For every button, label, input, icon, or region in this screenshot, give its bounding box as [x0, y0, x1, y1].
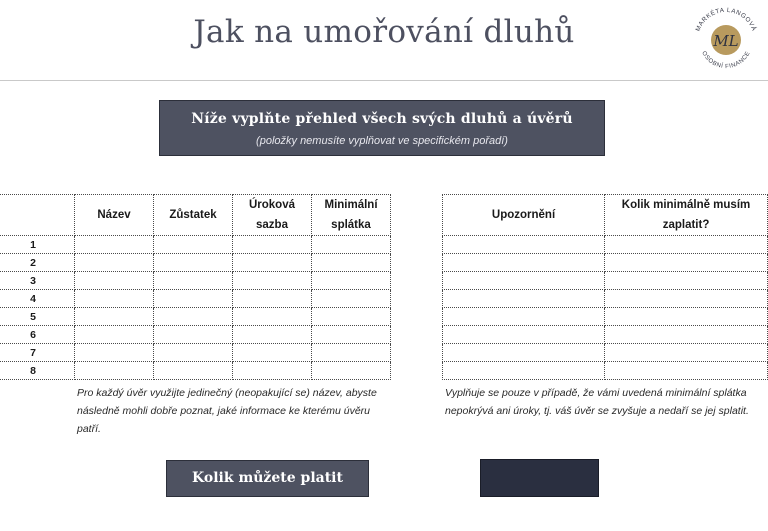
name-cell[interactable] [75, 236, 154, 254]
balance-cell[interactable] [154, 308, 233, 326]
table-row [0, 254, 391, 272]
alerts-note: Vyplňuje se pouze v případě, že vámi uvedená minimální splátka nepokrývá ani úroky, tj. váš úvěr se zvyšuje a nedaří se jej splatit. [445, 387, 749, 417]
balance-cell[interactable] [154, 362, 233, 380]
logo-name: MARKÉTA LANGOVÁ [694, 6, 758, 33]
balance-cell[interactable] [154, 272, 233, 290]
table-row [443, 290, 768, 308]
table-row [0, 344, 391, 362]
table-row [0, 272, 391, 290]
name-cell[interactable] [75, 272, 154, 290]
instruction-box [159, 100, 605, 156]
rate-cell[interactable] [233, 362, 312, 380]
col-min-payment: Minimální splátka [312, 195, 391, 236]
rate-cell[interactable] [233, 290, 312, 308]
row-number: 2 [0, 254, 75, 272]
alerts-header-row [443, 195, 768, 236]
warning-cell[interactable] [443, 254, 605, 272]
logo-monogram: ML [713, 32, 739, 50]
row-number: 8 [0, 362, 75, 380]
balance-cell[interactable] [154, 326, 233, 344]
warning-cell[interactable] [443, 236, 605, 254]
min-required-cell[interactable] [605, 326, 768, 344]
min-payment-cell[interactable] [312, 254, 391, 272]
warning-cell[interactable] [443, 290, 605, 308]
row-number: 4 [0, 290, 75, 308]
table-row [443, 308, 768, 326]
extra-payment-label: Kolik můžete platit navíc? [166, 460, 369, 497]
name-cell[interactable] [75, 290, 154, 308]
rate-cell[interactable] [233, 272, 312, 290]
table-row [443, 326, 768, 344]
row-number-header [0, 195, 75, 236]
name-cell[interactable] [75, 362, 154, 380]
min-payment-cell[interactable] [312, 308, 391, 326]
warning-cell[interactable] [443, 308, 605, 326]
min-payment-cell[interactable] [312, 362, 391, 380]
name-cell[interactable] [75, 326, 154, 344]
table-row [443, 344, 768, 362]
instruction-subtitle: (položky nemusíte vyplňovat ve specifickém pořadí) [256, 135, 508, 147]
min-required-cell[interactable] [605, 272, 768, 290]
debts-note: Pro každý úvěr využijte jedinečný (neopakující se) název, abyste následně mohli dobře poznat, jaké informace ke kterému úvěru patří. [77, 387, 377, 435]
min-payment-cell[interactable] [312, 290, 391, 308]
col-warning: Upozornění [443, 195, 605, 236]
min-payment-cell[interactable] [312, 236, 391, 254]
row-number: 1 [0, 236, 75, 254]
name-cell[interactable] [75, 254, 154, 272]
rate-cell[interactable] [233, 326, 312, 344]
min-payment-cell[interactable] [312, 272, 391, 290]
rate-cell[interactable] [233, 254, 312, 272]
rate-cell[interactable] [233, 308, 312, 326]
rate-cell[interactable] [233, 344, 312, 362]
warning-cell[interactable] [443, 362, 605, 380]
balance-cell[interactable] [154, 254, 233, 272]
col-interest-rate: Úroková sazba [233, 195, 312, 236]
table-row [443, 272, 768, 290]
extra-payment-input[interactable] [480, 459, 599, 497]
table-row [443, 254, 768, 272]
instruction-title: Níže vyplňte přehled všech svých dluhů a úvěrů [191, 111, 573, 127]
table-row [443, 236, 768, 254]
row-number: 7 [0, 344, 75, 362]
warning-cell[interactable] [443, 344, 605, 362]
balance-cell[interactable] [154, 236, 233, 254]
min-required-cell[interactable] [605, 362, 768, 380]
col-balance: Zůstatek [154, 195, 233, 236]
col-min-required: Kolik minimálně musím zaplatit? [605, 195, 768, 236]
balance-cell[interactable] [154, 290, 233, 308]
name-cell[interactable] [75, 344, 154, 362]
min-required-cell[interactable] [605, 254, 768, 272]
table-row [0, 308, 391, 326]
debts-table [0, 194, 391, 380]
header-divider [0, 80, 768, 81]
min-payment-cell[interactable] [312, 326, 391, 344]
balance-cell[interactable] [154, 344, 233, 362]
row-number: 6 [0, 326, 75, 344]
warning-cell[interactable] [443, 326, 605, 344]
alerts-table [442, 194, 768, 380]
min-payment-cell[interactable] [312, 344, 391, 362]
min-required-cell[interactable] [605, 290, 768, 308]
table-row [0, 326, 391, 344]
debts-header-row [0, 195, 391, 236]
table-row [443, 362, 768, 380]
name-cell[interactable] [75, 308, 154, 326]
logo-subtitle: OSOBNÍ FINANCE [700, 50, 752, 71]
row-number: 5 [0, 308, 75, 326]
page-title: Jak na umořování dluhů [193, 14, 575, 50]
min-required-cell[interactable] [605, 344, 768, 362]
col-name: Název [75, 195, 154, 236]
brand-logo [688, 2, 764, 78]
rate-cell[interactable] [233, 236, 312, 254]
table-row [0, 290, 391, 308]
min-required-cell[interactable] [605, 308, 768, 326]
table-row [0, 362, 391, 380]
table-row [0, 236, 391, 254]
row-number: 3 [0, 272, 75, 290]
min-required-cell[interactable] [605, 236, 768, 254]
warning-cell[interactable] [443, 272, 605, 290]
